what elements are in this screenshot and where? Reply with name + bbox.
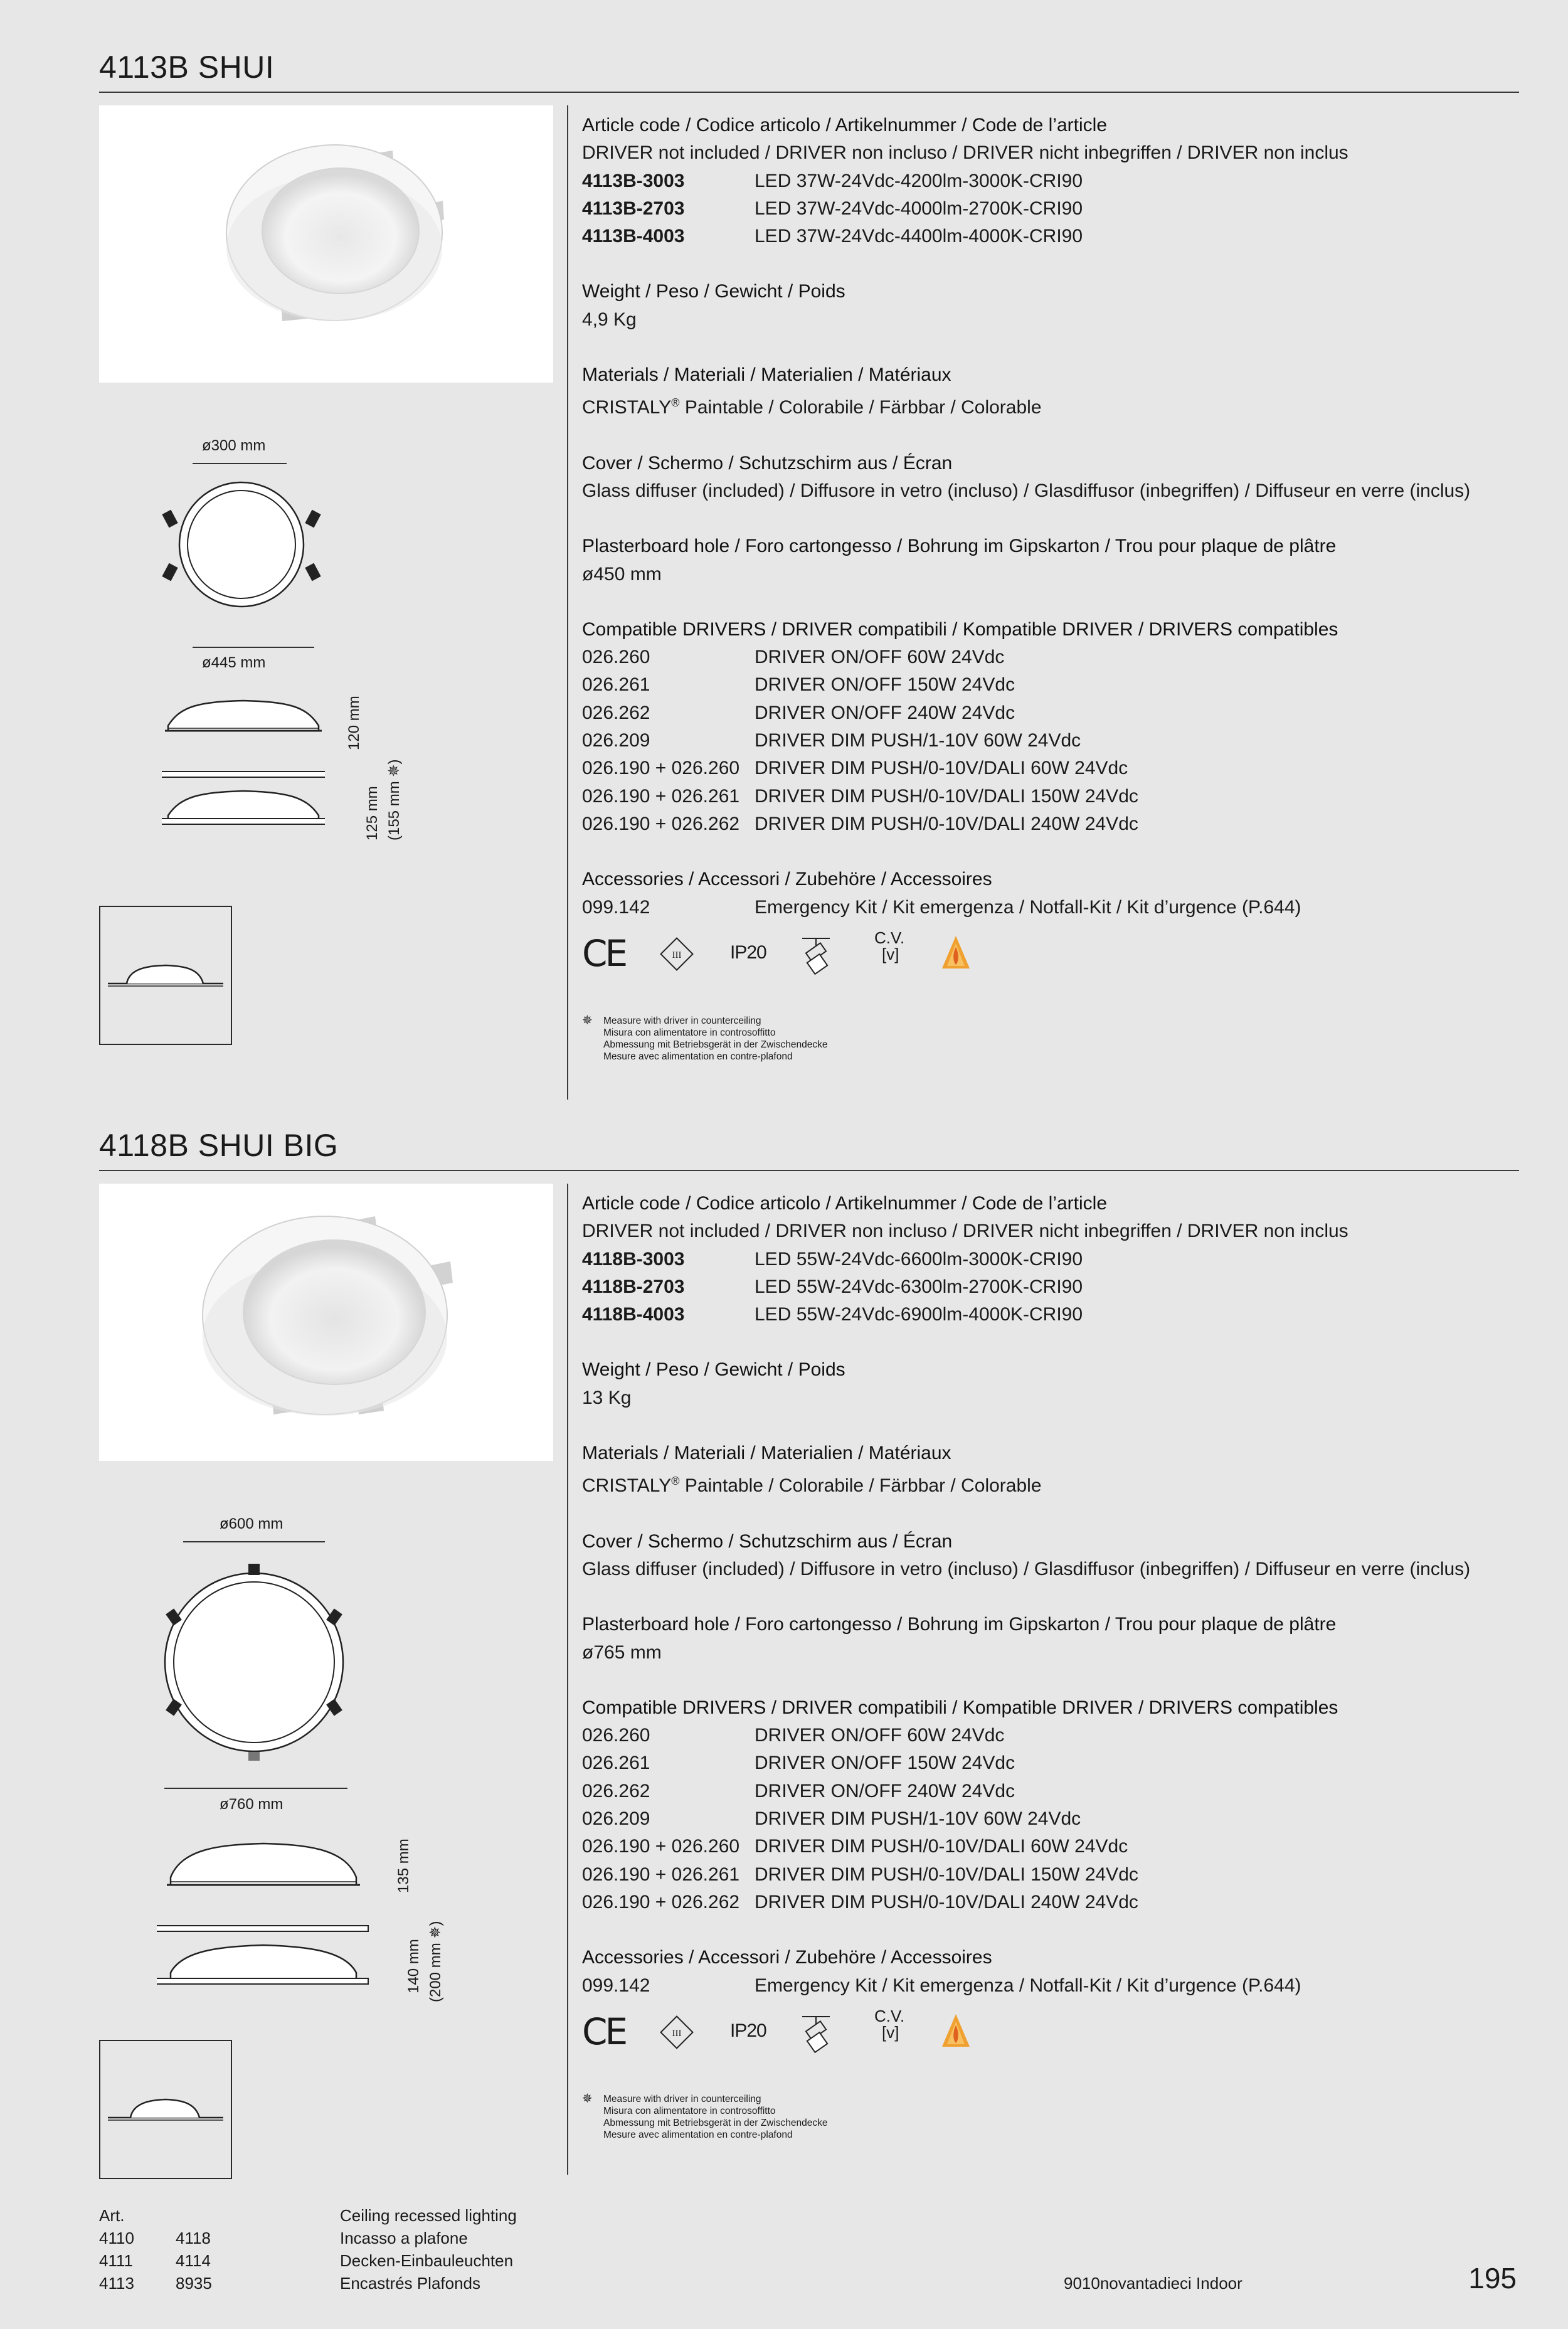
article-code: 4113B-2703	[582, 198, 685, 219]
hole-value: ø450 mm	[582, 563, 662, 585]
product-title: 4113B SHUI	[99, 50, 275, 85]
cover-heading: Cover / Schermo / Schutzschirm aus / Écran	[582, 452, 953, 474]
article-row	[582, 1301, 1519, 1329]
footer-art-code: 4113	[99, 2274, 134, 2293]
footer-art-code: 4111	[99, 2251, 133, 2270]
driver-desc: DRIVER ON/OFF 150W 24Vdc	[755, 674, 1015, 696]
article-desc: LED 55W-24Vdc-6900lm-4000K-CRI90	[755, 1304, 1083, 1325]
materials-brand: CRISTALY	[582, 1475, 672, 1497]
dim-outer-diameter: ø445 mm	[202, 654, 266, 671]
driver-code: 026.262	[582, 702, 650, 723]
article-row	[582, 223, 1519, 250]
class-iii-label: III	[672, 950, 682, 960]
flame-rating-icon	[940, 2013, 972, 2049]
registered-mark: ®	[671, 396, 680, 410]
driver-desc: DRIVER ON/OFF 240W 24Vdc	[755, 1780, 1015, 1801]
driver-row	[582, 1805, 1519, 1833]
driver-desc: DRIVER DIM PUSH/0-10V/DALI 150W 24Vdc	[755, 785, 1138, 807]
footer-art-code: 8935	[176, 2274, 212, 2293]
footnote-line: Measure with driver in counterceiling	[603, 1016, 761, 1026]
driver-code: 026.190 + 026.260	[582, 758, 740, 779]
dim-line	[164, 1788, 347, 1789]
weight-heading: Weight / Peso / Gewicht / Poids	[582, 1359, 845, 1381]
weight-heading: Weight / Peso / Gewicht / Poids	[582, 281, 845, 302]
driver-code: 026.190 + 026.262	[582, 1891, 740, 1913]
spotlight-icon	[798, 932, 836, 976]
footnote-line: Mesure avec alimentation en contre-plafond	[603, 2130, 793, 2140]
class-iii-icon	[657, 935, 696, 974]
asterisk-icon: ✵	[582, 2092, 593, 2106]
driver-row	[582, 644, 1519, 671]
footnote-line: Misura con alimentatore in controsoffitto	[603, 2106, 776, 2116]
article-heading: Article code / Codice articolo / Artikelnummer / Code de l’article	[582, 115, 1108, 135]
dim-line	[193, 463, 287, 464]
article-desc: LED 55W-24Vdc-6600lm-3000K-CRI90	[755, 1248, 1083, 1270]
article-desc: LED 37W-24Vdc-4000lm-2700K-CRI90	[755, 198, 1083, 219]
driver-row	[582, 1778, 1519, 1805]
dim-height-driver-alt: (155 mm ✵)	[386, 759, 403, 841]
driver-desc: DRIVER ON/OFF 240W 24Vdc	[755, 702, 1015, 723]
cover-value: Glass diffuser (included) / Diffusore in vetro (incluso) / Glasdiffusor (inbegriffen) / Diffuseur en verre (inclus)	[582, 1558, 1471, 1579]
installation-drawing	[100, 2041, 231, 2178]
article-row	[582, 195, 1519, 223]
product-photo-graphic	[99, 105, 553, 383]
driver-row	[582, 699, 1519, 727]
driver-desc: DRIVER DIM PUSH/1-10V 60W 24Vdc	[755, 730, 1081, 751]
dim-height-driver-alt: (200 mm ✵)	[427, 1921, 444, 2002]
driver-code: 026.260	[582, 647, 650, 668]
product-title: 4118B SHUI BIG	[99, 1128, 339, 1163]
top-view-drawing	[160, 1559, 348, 1766]
spotlight-icon	[798, 2010, 836, 2054]
driver-code: 026.209	[582, 1808, 650, 1830]
driver-note: DRIVER not included / DRIVER non incluso / DRIVER nicht inbegriffen / DRIVER non inclus	[582, 142, 1348, 164]
materials-text: Paintable / Colorabile / Färbbar / Colorable	[679, 397, 1042, 418]
driver-desc: DRIVER DIM PUSH/0-10V/DALI 240W 24Vdc	[755, 1891, 1138, 1913]
product-photo	[99, 1184, 553, 1461]
ip20-icon: IP20	[730, 942, 766, 963]
driver-code: 026.190 + 026.261	[582, 785, 740, 807]
cover-heading: Cover / Schermo / Schutzschirm aus / Écran	[582, 1531, 953, 1552]
driver-code: 026.262	[582, 1780, 650, 1801]
article-code: 4118B-3003	[582, 1248, 685, 1270]
dim-line	[183, 1541, 325, 1542]
article-row	[582, 167, 1519, 195]
driver-code: 026.261	[582, 674, 650, 696]
product-photo-graphic	[99, 1184, 553, 1461]
footnote-line: Abmessung mit Betriebsgerät in der Zwischendecke	[603, 1039, 828, 1050]
article-desc: LED 37W-24Vdc-4400lm-4000K-CRI90	[755, 226, 1083, 247]
flame-rating-icon	[940, 935, 972, 971]
article-code: 4118B-4003	[582, 1304, 685, 1325]
dim-height-driver: 125 mm	[364, 786, 381, 841]
driver-desc: DRIVER DIM PUSH/0-10V/DALI 60W 24Vdc	[755, 758, 1128, 779]
spec-block	[582, 1190, 1519, 2000]
accessory-desc: Emergency Kit / Kit emergenza / Notfall-Kit / Kit d’urgence (P.644)	[755, 1975, 1301, 1996]
hole-heading: Plasterboard hole / Foro cartongesso / Bohrung im Gipskarton / Trou pour plaque de plâtre	[582, 536, 1337, 557]
driver-note: DRIVER not included / DRIVER non incluso / DRIVER nicht inbegriffen / DRIVER non inclus	[582, 1221, 1348, 1242]
ip20-icon: IP20	[730, 2020, 766, 2041]
footer-art-code: 4114	[176, 2251, 211, 2270]
side-view-drawing	[157, 1835, 370, 1992]
footnote-line: Mesure avec alimentation en contre-plafond	[603, 1051, 793, 1062]
driver-row	[582, 1833, 1519, 1860]
driver-row	[582, 727, 1519, 755]
driver-row	[582, 1722, 1519, 1749]
column-divider	[567, 105, 568, 1100]
driver-row	[582, 755, 1519, 782]
class-iii-icon	[657, 2013, 696, 2052]
weight-value: 13 Kg	[582, 1387, 632, 1408]
article-row	[582, 1273, 1519, 1301]
accessory-row	[582, 1972, 1519, 2000]
accessory-code: 099.142	[582, 896, 650, 918]
driver-code: 026.190 + 026.260	[582, 1836, 740, 1857]
dim-line	[193, 647, 314, 648]
driver-code: 026.261	[582, 1753, 650, 1774]
hole-value: ø765 mm	[582, 1642, 662, 1663]
footnote-line: Measure with driver in counterceiling	[603, 2094, 761, 2104]
title-rule	[99, 1170, 1519, 1171]
footer-category-line: Encastrés Plafonds	[340, 2274, 481, 2293]
top-view-drawing	[160, 477, 323, 615]
drivers-heading: Compatible DRIVERS / DRIVER compatibili / Kompatible DRIVER / DRIVERS compatibles	[582, 618, 1338, 640]
weight-value: 4,9 Kg	[582, 309, 637, 330]
dim-top-diameter: ø600 mm	[220, 1515, 283, 1532]
driver-row	[582, 1861, 1519, 1889]
footnote-line: Misura con alimentatore in controsoffitto	[603, 1027, 776, 1038]
footnote-line: Abmessung mit Betriebsgerät in der Zwischendecke	[603, 2118, 828, 2128]
dim-height: 135 mm	[395, 1838, 412, 1893]
registered-mark: ®	[671, 1475, 680, 1488]
cv-label: C.V.	[874, 928, 905, 947]
materials-brand: CRISTALY	[582, 397, 672, 418]
installation-thumbnail	[99, 2040, 232, 2179]
dim-top-diameter: ø300 mm	[202, 437, 266, 454]
footer-art-code: 4118	[176, 2229, 211, 2247]
ce-mark-icon: CE	[582, 2010, 626, 2053]
cv-label: C.V.	[874, 2007, 905, 2025]
product-photo	[99, 105, 553, 383]
article-row	[582, 1246, 1519, 1273]
footer-category-line: Incasso a plafone	[340, 2229, 468, 2247]
materials-heading: Materials / Materiali / Materialien / Matériaux	[582, 1443, 951, 1464]
materials-text: Paintable / Colorabile / Färbbar / Colorable	[679, 1475, 1042, 1497]
ce-mark-icon: CE	[582, 932, 626, 975]
cv-v-label: [v]	[882, 945, 899, 963]
class-iii-label: III	[672, 2029, 682, 2039]
driver-row	[582, 810, 1519, 838]
asterisk-icon: ✵	[582, 1014, 593, 1027]
driver-row	[582, 671, 1519, 699]
footer-art-block	[99, 2204, 212, 2295]
drivers-heading: Compatible DRIVERS / DRIVER compatibili / Kompatible DRIVER / DRIVERS compatibles	[582, 1697, 1338, 1718]
footer-brand: 9010novantadieci Indoor	[1064, 2274, 1242, 2293]
driver-code: 026.260	[582, 1725, 650, 1746]
side-view-drawing	[162, 693, 325, 837]
dim-outer-diameter: ø760 mm	[220, 1796, 283, 1813]
certification-icons	[582, 928, 1021, 979]
cv-v-label: [v]	[882, 2023, 899, 2042]
driver-desc: DRIVER DIM PUSH/0-10V/DALI 150W 24Vdc	[755, 1864, 1138, 1885]
accessory-row	[582, 894, 1519, 921]
driver-code: 026.209	[582, 730, 650, 751]
accessories-heading: Accessories / Accessori / Zubehöre / Accessoires	[582, 869, 992, 890]
dim-height: 120 mm	[346, 696, 363, 750]
accessory-code: 099.142	[582, 1975, 650, 1996]
accessories-heading: Accessories / Accessori / Zubehöre / Accessoires	[582, 1947, 992, 1968]
materials-value	[582, 1467, 1519, 1500]
dim-height-driver: 140 mm	[405, 1939, 422, 1993]
driver-row	[582, 1749, 1519, 1777]
footer-category-line: Decken-Einbauleuchten	[340, 2251, 514, 2270]
installation-thumbnail	[99, 906, 232, 1045]
footer-art-code: 4110	[99, 2229, 134, 2247]
article-desc: LED 37W-24Vdc-4200lm-3000K-CRI90	[755, 170, 1083, 191]
driver-code: 026.190 + 026.262	[582, 813, 740, 834]
materials-heading: Materials / Materiali / Materialien / Matériaux	[582, 364, 951, 386]
footer-category-line: Ceiling recessed lighting	[340, 2206, 517, 2225]
spec-block	[582, 112, 1519, 921]
driver-code: 026.190 + 026.261	[582, 1864, 740, 1885]
article-code: 4118B-2703	[582, 1276, 685, 1297]
column-divider	[567, 1184, 568, 2175]
accessory-desc: Emergency Kit / Kit emergenza / Notfall-Kit / Kit d’urgence (P.644)	[755, 896, 1301, 918]
driver-desc: DRIVER DIM PUSH/0-10V/DALI 60W 24Vdc	[755, 1836, 1128, 1857]
article-code: 4113B-4003	[582, 226, 685, 247]
footer-category-block	[340, 2204, 517, 2295]
driver-desc: DRIVER DIM PUSH/1-10V 60W 24Vdc	[755, 1808, 1081, 1830]
materials-value	[582, 389, 1519, 422]
title-rule	[99, 92, 1519, 93]
cover-value: Glass diffuser (included) / Diffusore in vetro (incluso) / Glasdiffusor (inbegriffen) / Diffuseur en verre (inclus)	[582, 480, 1471, 501]
driver-desc: DRIVER ON/OFF 150W 24Vdc	[755, 1753, 1015, 1774]
driver-desc: DRIVER ON/OFF 60W 24Vdc	[755, 1725, 1005, 1746]
hole-heading: Plasterboard hole / Foro cartongesso / Bohrung im Gipskarton / Trou pour plaque de plâtre	[582, 1614, 1337, 1635]
installation-drawing	[100, 907, 231, 1044]
driver-desc: DRIVER ON/OFF 60W 24Vdc	[755, 647, 1005, 668]
certification-icons	[582, 2007, 1021, 2057]
driver-desc: DRIVER DIM PUSH/0-10V/DALI 240W 24Vdc	[755, 813, 1138, 834]
driver-row	[582, 783, 1519, 810]
article-code: 4113B-3003	[582, 170, 685, 191]
page-number: 195	[1468, 2262, 1517, 2295]
driver-row	[582, 1889, 1519, 1916]
article-desc: LED 55W-24Vdc-6300lm-2700K-CRI90	[755, 1276, 1083, 1297]
article-heading: Article code / Codice articolo / Artikelnummer / Code de l’article	[582, 1193, 1108, 1214]
footer-art-label: Art.	[99, 2206, 125, 2225]
